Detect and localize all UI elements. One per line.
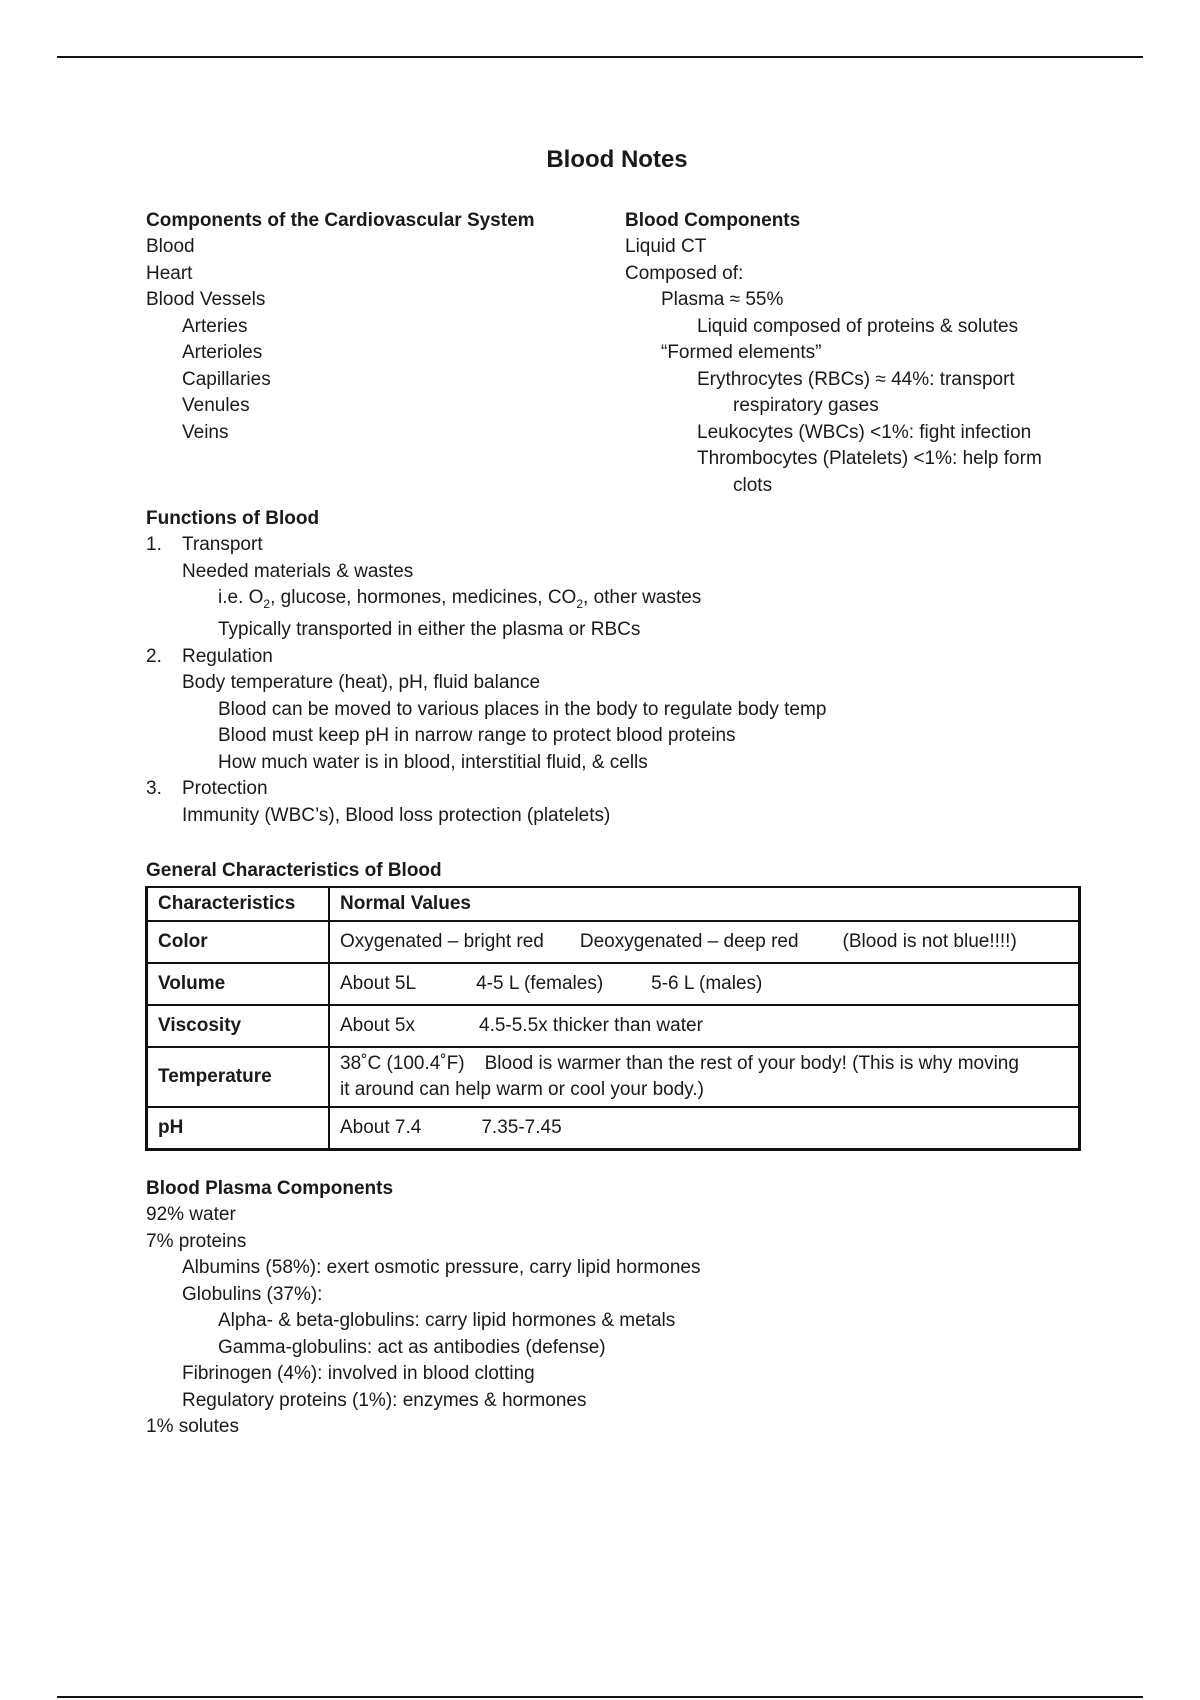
row-value: About 5x 4.5-5.5x thicker than water (329, 1005, 1080, 1047)
row-label: Color (147, 921, 330, 963)
cardio-section (146, 208, 535, 446)
row-label: Viscosity (147, 1005, 330, 1047)
cardio-item: Heart (146, 262, 193, 284)
cardio-item: Blood Vessels (146, 289, 266, 310)
function-detail: Needed materials & wastes (182, 560, 414, 582)
cardio-heading: Components of the Cardiovascular System (146, 210, 535, 231)
function-regulation: Regulation (182, 645, 273, 667)
top-rule (57, 56, 1143, 58)
table-row (147, 1047, 1080, 1107)
bc-formed: “Formed elements” (661, 342, 822, 363)
table-row (147, 1107, 1080, 1149)
table-row (147, 1005, 1080, 1047)
characteristics-heading: General Characteristics of Blood (146, 860, 442, 881)
plasma-item: Alpha- & beta-globulins: carry lipid hormones & metals (218, 1310, 676, 1331)
cardio-item: Blood (146, 236, 195, 257)
bc-plasma: Plasma ≈ 55% (661, 289, 784, 310)
list-number: 3. (146, 778, 162, 800)
row-label: Temperature (147, 1047, 330, 1107)
row-label: pH (147, 1107, 330, 1149)
row-value: About 5L 4-5 L (females) 5-6 L (males) (329, 963, 1080, 1005)
plasma-item: Globulins (37%): (182, 1283, 323, 1305)
function-transport: Transport (182, 534, 263, 555)
bc-line: Liquid CT (625, 236, 707, 257)
function-detail: Blood can be moved to various places in the body to regulate body temp (218, 698, 827, 720)
row-label: Volume (147, 963, 330, 1005)
plasma-heading: Blood Plasma Components (146, 1178, 394, 1199)
bc-leukocytes: Leukocytes (WBCs) <1%: fight infection (697, 421, 1032, 443)
characteristics-table (145, 886, 1081, 1151)
blood-components-heading: Blood Components (625, 210, 801, 231)
vessel-item: Venules (182, 395, 250, 416)
function-detail: How much water is in blood, interstitial fluid, & cells (218, 751, 648, 773)
list-number: 1. (146, 534, 162, 555)
plasma-item: 7% proteins (146, 1230, 247, 1252)
plasma-item: Regulatory proteins (1%): enzymes & hormones (182, 1389, 587, 1411)
plasma-item: Gamma-globulins: act as antibodies (defense) (218, 1336, 606, 1358)
vessel-item: Arterioles (182, 342, 263, 363)
vessel-item: Capillaries (182, 368, 271, 390)
bc-thrombocytes: Thrombocytes (Platelets) <1%: help form (697, 448, 1042, 469)
bottom-rule (57, 1696, 1143, 1698)
table-header: Characteristics (147, 887, 330, 921)
page-title: Blood Notes (546, 146, 688, 173)
plasma-item: 1% solutes (146, 1416, 239, 1437)
bc-thrombocytes-cont: clots (733, 474, 773, 496)
plasma-item: Fibrinogen (4%): involved in blood clotting (182, 1363, 535, 1384)
row-value: 38˚C (100.4˚F) Blood is warmer than the rest of your body! (This is why moving it around can help warm or cool your body.) (329, 1047, 1080, 1107)
vessel-item: Veins (182, 421, 229, 443)
function-detail: Typically transported in either the plasma or RBCs (218, 619, 641, 641)
row-value: About 7.4 7.35-7.45 (329, 1107, 1080, 1149)
row-value: Oxygenated – bright red Deoxygenated – deep red (Blood is not blue!!!!) (329, 921, 1080, 963)
bc-erythrocytes: Erythrocytes (RBCs) ≈ 44%: transport (697, 368, 1015, 390)
bc-line: Composed of: (625, 262, 744, 284)
functions-heading: Functions of Blood (146, 508, 320, 529)
plasma-item: Albumins (58%): exert osmotic pressure, carry lipid hormones (182, 1257, 701, 1278)
table-row (147, 921, 1080, 963)
plasma-section (146, 1176, 700, 1441)
plasma-item: 92% water (146, 1204, 236, 1225)
table-header: Normal Values (329, 887, 1080, 921)
bc-erythrocytes-cont: respiratory gases (733, 395, 879, 416)
function-detail: Body temperature (heat), pH, fluid balance (182, 672, 541, 694)
function-detail: i.e. $O_2$, glucose, hormones, medicines, $CO_2$, other wastes (218, 587, 702, 611)
functions-section (146, 506, 826, 829)
blood-components-section (625, 208, 1042, 499)
bc-plasma-desc: Liquid composed of proteins & solutes (697, 315, 1019, 337)
function-protection: Protection (182, 778, 268, 800)
function-detail: Blood must keep pH in narrow range to protect blood proteins (218, 725, 736, 747)
vessel-item: Arteries (182, 315, 248, 337)
table-row (147, 963, 1080, 1005)
list-number: 2. (146, 645, 162, 667)
function-detail: Immunity (WBC’s), Blood loss protection (platelets) (182, 804, 611, 826)
table-row (147, 887, 1080, 921)
